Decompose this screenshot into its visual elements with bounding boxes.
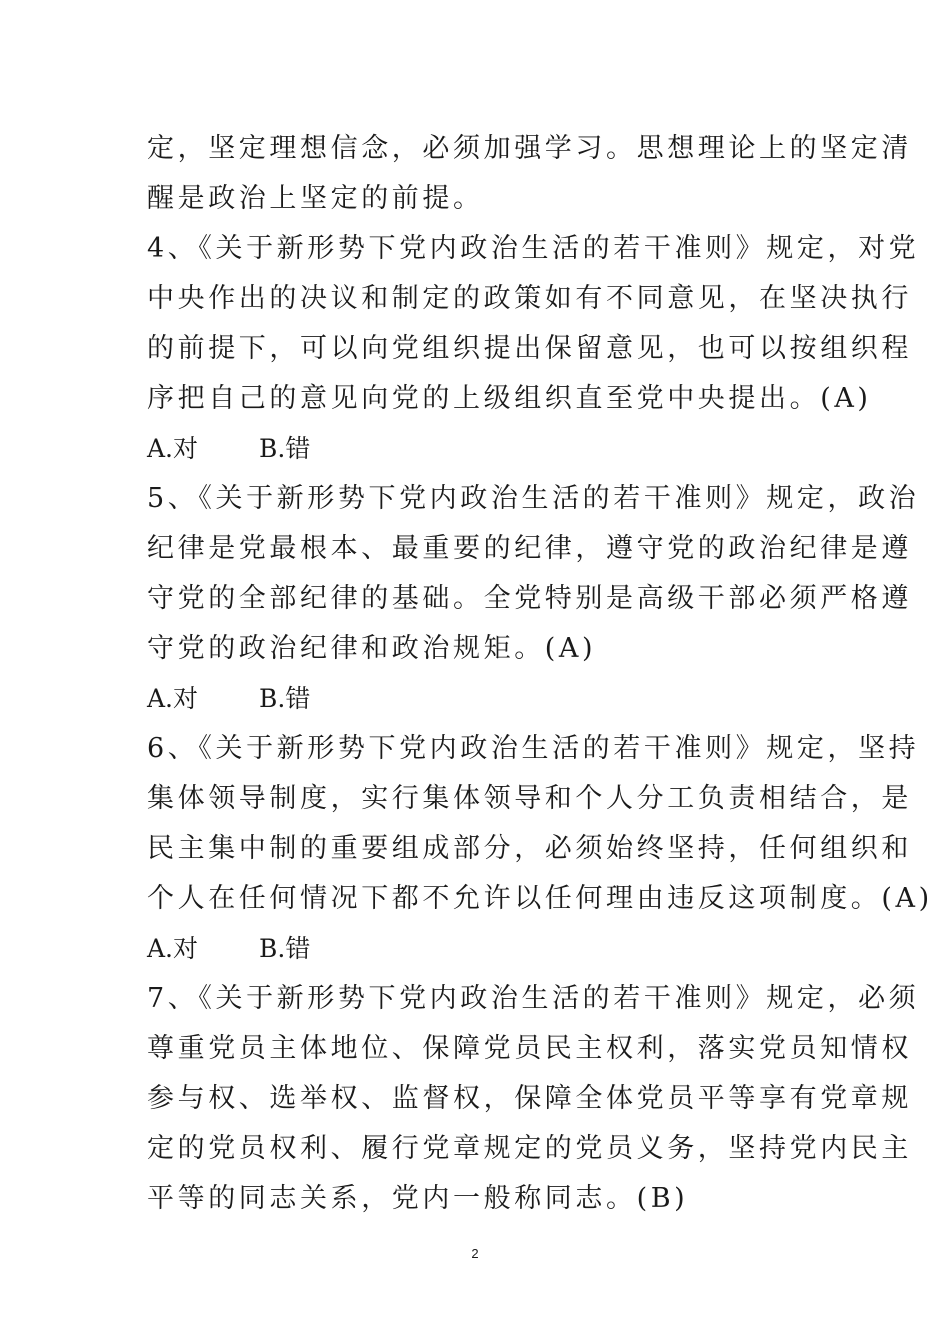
page-number: 2 bbox=[471, 1246, 479, 1261]
question-text-line: 6、《关于新形势下党内政治生活的若干准则》规定，坚持 bbox=[147, 733, 920, 764]
question-text-line: 民主集中制的重要组成部分，必须始终坚持，任何组织和 bbox=[147, 833, 912, 864]
option-b: B.错 bbox=[259, 934, 311, 963]
question-text-line: 平等的同志关系，党内一般称同志。(B) bbox=[147, 1183, 689, 1214]
question-text-line: 尊重党员主体地位、保障党员民主权利，落实党员知情权 bbox=[147, 1033, 912, 1064]
question-text-line: 4、《关于新形势下党内政治生活的若干准则》规定，对党 bbox=[147, 233, 920, 264]
option-a: A.对 bbox=[147, 684, 199, 713]
question-text-line: 7、《关于新形势下党内政治生活的若干准则》规定，必须 bbox=[147, 983, 920, 1014]
option-b: B.错 bbox=[259, 684, 311, 713]
question-text-line: 个人在任何情况下都不允许以任何理由违反这项制度。(A) bbox=[147, 883, 933, 914]
question-text-line: 集体领导制度，实行集体领导和个人分工负责相结合，是 bbox=[147, 783, 912, 814]
question-text-line: 中央作出的决议和制定的政策如有不同意见，在坚决执行 bbox=[147, 283, 912, 314]
question-text-line: 参与权、选举权、监督权，保障全体党员平等享有党章规 bbox=[147, 1083, 912, 1114]
question-text-line: 定的党员权利、履行党章规定的党员义务，坚持党内民主 bbox=[147, 1133, 912, 1164]
question-text-line: 守党的全部纪律的基础。全党特别是高级干部必须严格遵 bbox=[147, 583, 912, 614]
text-line: 定，坚定理想信念，必须加强学习。思想理论上的坚定清 bbox=[147, 133, 912, 164]
text-line: 醒是政治上坚定的前提。 bbox=[147, 183, 484, 214]
question-text-line: 纪律是党最根本、最重要的纪律，遵守党的政治纪律是遵 bbox=[147, 533, 912, 564]
option-a: A.对 bbox=[147, 434, 199, 463]
question-text-line: 守党的政治纪律和政治规矩。(A) bbox=[147, 633, 597, 664]
question-text-line: 的前提下，可以向党组织提出保留意见，也可以按组织程 bbox=[147, 333, 912, 364]
option-a: A.对 bbox=[147, 934, 199, 963]
option-b: B.错 bbox=[259, 434, 311, 463]
question-text-line: 序把自己的意见向党的上级组织直至党中央提出。(A) bbox=[147, 383, 872, 414]
question-text-line: 5、《关于新形势下党内政治生活的若干准则》规定，政治 bbox=[147, 483, 920, 514]
